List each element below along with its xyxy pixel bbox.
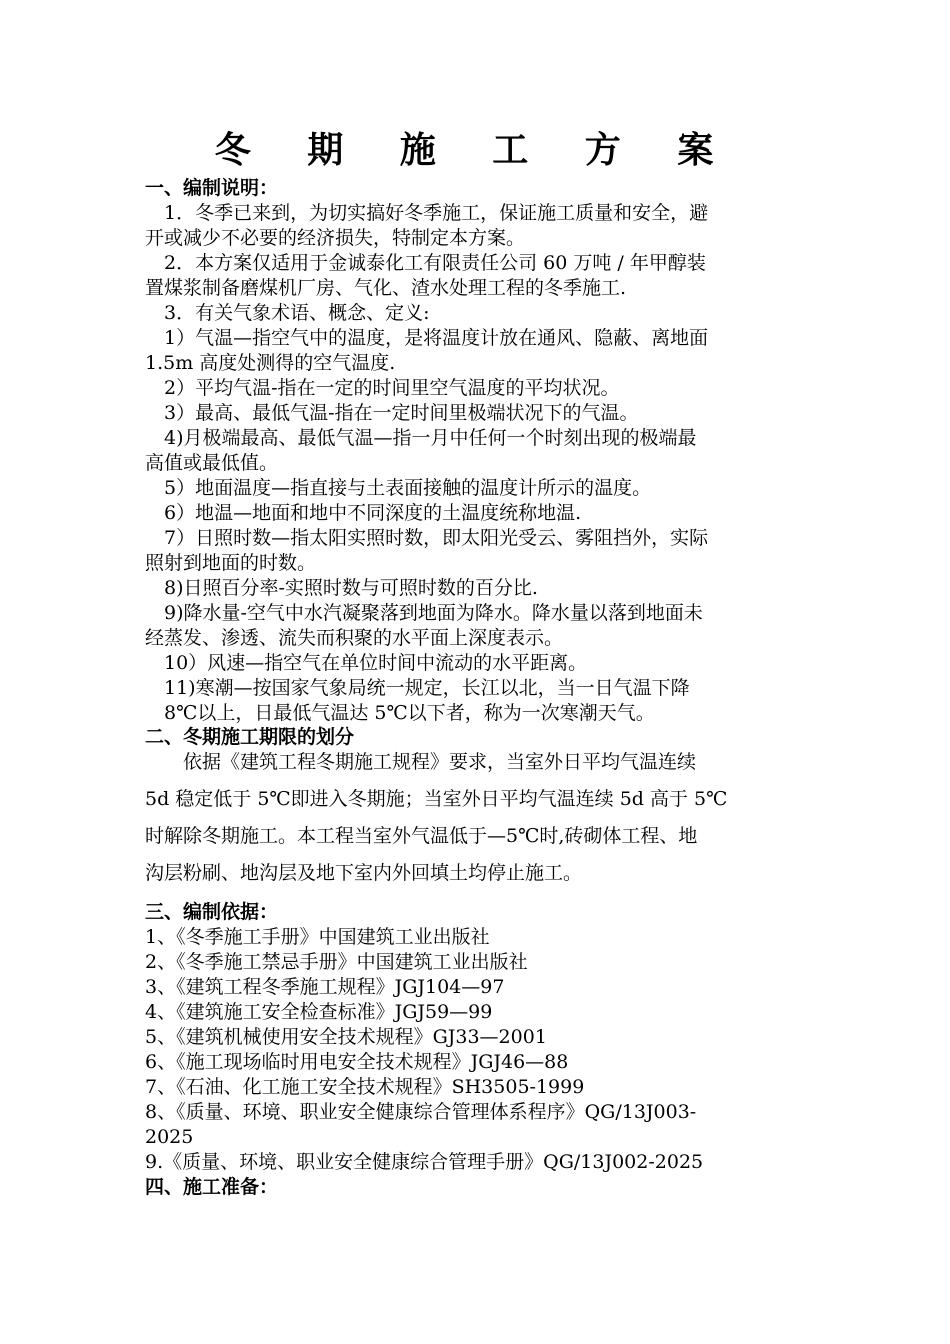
reference-item: 6、《施工现场临时用电安全技术规程》JGJ46—88 xyxy=(145,1051,569,1073)
text-line: 1.5m 高度处测得的空气温度. xyxy=(145,352,396,374)
text-line: 1．冬季已来到，为切实搞好冬季施工，保证施工质量和安全，避 xyxy=(145,202,709,224)
reference-item: 4、《建筑施工安全检查标准》JGJ59—99 xyxy=(145,1001,493,1023)
text-line: 开或减少不必要的经济损失，特制定本方案。 xyxy=(145,227,526,249)
text-line: 9)降水量-空气中水汽凝聚落到地面为降水。降水量以落到地面未 xyxy=(145,602,703,624)
text-line: 10）风速—指空气在单位时间中流动的水平距离。 xyxy=(145,652,588,674)
text-line: 2．本方案仅适用于金诚泰化工有限责任公司 60 万吨 / 年甲醇装 xyxy=(145,252,706,274)
reference-item: 8、《质量、环境、职业安全健康综合管理体系程序》QG/13J003- xyxy=(145,1101,697,1123)
text-line: 11)寒潮—按国家气象局统一规定，长江以北，当一日气温下降 xyxy=(145,677,690,699)
text-line: 5）地面温度—指直接与土表面接触的温度计所示的温度。 xyxy=(145,477,652,499)
text-line: 1）气温—指空气中的温度，是将温度计放在通风、隐蔽、离地面 xyxy=(145,327,709,349)
reference-item: 2025 xyxy=(145,1126,194,1148)
reference-item: 7、《石油、化工施工安全技术规程》SH3505-1999 xyxy=(145,1076,585,1098)
text-line: 5d 稳定低于 5℃即进入冬期施；当室外日平均气温连续 5d 高于 5℃ xyxy=(145,788,728,810)
text-line: 8℃以上，日最低气温达 5℃以下者，称为一次寒潮天气。 xyxy=(145,702,655,724)
text-line: 4)月极端最高、最低气温—指一月中任何一个时刻出现的极端最 xyxy=(145,427,697,449)
text-line: 7）日照时数—指太阳实照时数，即太阳光受云、雾阻挡外，实际 xyxy=(145,527,709,549)
text-line: 经蒸发、渗透、流失而积聚的水平面上深度表示。 xyxy=(145,627,564,649)
text-line: 照射到地面的时数。 xyxy=(145,552,317,574)
text-line: 8)日照百分率-实照时数与可照时数的百分比. xyxy=(145,577,538,599)
reference-item: 3、《建筑工程冬季施工规程》JGJ104—97 xyxy=(145,976,505,998)
page-title: 冬 期 施 工 方 案 xyxy=(214,129,736,171)
reference-item: 5、《建筑机械使用安全技术规程》GJ33—2001 xyxy=(145,1026,547,1048)
text-line: 沟层粉刷、地沟层及地下室内外回填土均停止施工。 xyxy=(145,862,583,884)
text-line: 时解除冬期施工。本工程当室外气温低于—5℃时,砖砌体工程、地 xyxy=(145,825,698,847)
reference-item: 1、《冬季施工手册》中国建筑工业出版社 xyxy=(145,926,490,948)
text-line: 依据《建筑工程冬期施工规程》要求，当室外日平均气温连续 xyxy=(145,751,697,773)
section-heading-1: 一、编制说明： xyxy=(145,177,279,199)
reference-item: 9.《质量、环境、职业安全健康综合管理手册》QG/13J002-2025 xyxy=(145,1151,704,1173)
section-heading-3: 三、编制依据： xyxy=(145,901,279,923)
text-line: 3．有关气象术语、概念、定义: xyxy=(145,302,430,324)
text-line: 6）地温—地面和地中不同深度的土温度统称地温. xyxy=(145,502,582,524)
reference-item: 2、《冬季施工禁忌手册》中国建筑工业出版社 xyxy=(145,951,528,973)
section-heading-2: 二、冬期施工期限的划分 xyxy=(145,726,355,748)
section-heading-4: 四、施工准备： xyxy=(145,1176,279,1198)
text-line: 2）平均气温-指在一定的时间里空气温度的平均状况。 xyxy=(145,377,620,399)
text-line: 3）最高、最低气温-指在一定时间里极端状况下的气温。 xyxy=(145,402,639,424)
text-line: 置煤浆制备磨煤机厂房、气化、渣水处理工程的冬季施工. xyxy=(145,277,627,299)
text-line: 高值或最低值。 xyxy=(145,452,279,474)
